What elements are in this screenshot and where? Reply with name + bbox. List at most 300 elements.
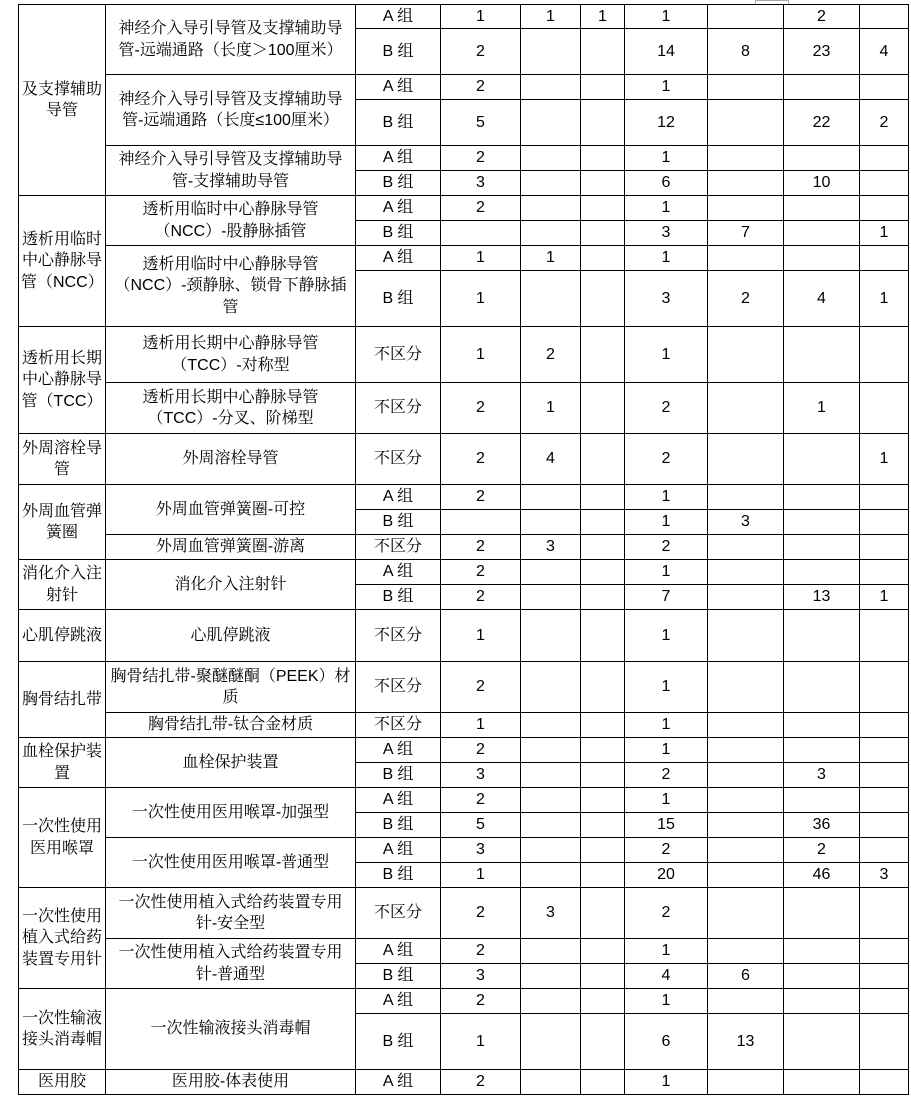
value-cell (521, 989, 581, 1014)
category-cell: 胸骨结扎带 (19, 662, 106, 738)
value-cell (784, 485, 860, 510)
value-cell: 2 (784, 5, 860, 29)
group-cell: B 组 (356, 100, 441, 146)
value-cell (581, 434, 625, 485)
value-cell: 2 (625, 888, 708, 939)
category-cell: 外周溶栓导管 (19, 434, 106, 485)
device-grouping-table (18, 4, 909, 1095)
value-cell (521, 585, 581, 610)
value-cell: 8 (708, 29, 784, 75)
value-cell: 1 (625, 560, 708, 585)
device-table-body (19, 5, 909, 1095)
value-cell (521, 100, 581, 146)
value-cell (581, 610, 625, 662)
value-cell (581, 221, 625, 246)
product-cell: 胸骨结扎带-钛合金材质 (106, 713, 356, 738)
value-cell (708, 888, 784, 939)
value-cell: 3 (441, 171, 521, 196)
value-cell: 1 (625, 662, 708, 713)
value-cell: 1 (625, 246, 708, 271)
value-cell: 1 (521, 383, 581, 434)
group-cell: B 组 (356, 171, 441, 196)
value-cell: 7 (708, 221, 784, 246)
category-cell: 血栓保护装置 (19, 738, 106, 788)
value-cell (860, 510, 909, 535)
value-cell (521, 662, 581, 713)
value-cell (708, 662, 784, 713)
value-cell (860, 171, 909, 196)
value-cell (860, 485, 909, 510)
value-cell: 3 (521, 888, 581, 939)
value-cell: 36 (784, 813, 860, 838)
value-cell (521, 838, 581, 863)
value-cell (784, 560, 860, 585)
value-cell (581, 535, 625, 560)
value-cell: 2 (625, 434, 708, 485)
value-cell (784, 738, 860, 763)
table-row (19, 989, 909, 1014)
product-cell: 医用胶-体表使用 (106, 1070, 356, 1095)
group-cell: 不区分 (356, 610, 441, 662)
table-row (19, 838, 909, 863)
value-cell: 2 (441, 585, 521, 610)
value-cell: 4 (784, 271, 860, 327)
value-cell: 1 (784, 383, 860, 434)
category-cell: 透析用临时中心静脉导管（NCC） (19, 196, 106, 327)
value-cell: 3 (708, 510, 784, 535)
product-cell: 一次性使用植入式给药装置专用针-普通型 (106, 939, 356, 989)
group-cell: A 组 (356, 246, 441, 271)
table-row (19, 327, 909, 383)
value-cell (708, 585, 784, 610)
category-cell: 透析用长期中心静脉导管（TCC） (19, 327, 106, 434)
value-cell (581, 713, 625, 738)
value-cell: 1 (625, 738, 708, 763)
value-cell (860, 738, 909, 763)
group-cell: A 组 (356, 196, 441, 221)
value-cell: 10 (784, 171, 860, 196)
value-cell: 2 (441, 383, 521, 434)
value-cell: 5 (441, 813, 521, 838)
product-cell: 胸骨结扎带-聚醚醚酮（PEEK）材质 (106, 662, 356, 713)
value-cell: 2 (625, 383, 708, 434)
value-cell (581, 813, 625, 838)
value-cell: 12 (625, 100, 708, 146)
category-cell: 一次性使用医用喉罩 (19, 788, 106, 888)
value-cell: 1 (581, 5, 625, 29)
value-cell (784, 610, 860, 662)
product-cell: 神经介入导引导管及支撑辅助导管-远端通路（长度≤100厘米） (106, 75, 356, 146)
value-cell (581, 763, 625, 788)
table-row (19, 5, 909, 29)
product-cell: 一次性输液接头消毒帽 (106, 989, 356, 1070)
group-cell: 不区分 (356, 662, 441, 713)
value-cell: 2 (441, 196, 521, 221)
value-cell (521, 1070, 581, 1095)
value-cell: 2 (441, 662, 521, 713)
value-cell: 14 (625, 29, 708, 75)
value-cell (784, 713, 860, 738)
product-cell: 透析用临时中心静脉导管（NCC）-股静脉插管 (106, 196, 356, 246)
value-cell: 3 (521, 535, 581, 560)
value-cell (860, 888, 909, 939)
table-row (19, 939, 909, 964)
value-cell (784, 196, 860, 221)
product-cell: 心肌停跳液 (106, 610, 356, 662)
value-cell (708, 813, 784, 838)
group-cell: A 组 (356, 485, 441, 510)
value-cell: 3 (625, 271, 708, 327)
value-cell (581, 838, 625, 863)
value-cell: 3 (441, 838, 521, 863)
product-cell: 血栓保护装置 (106, 738, 356, 788)
group-cell: A 组 (356, 939, 441, 964)
value-cell: 1 (625, 196, 708, 221)
value-cell: 13 (708, 1014, 784, 1070)
value-cell (581, 560, 625, 585)
value-cell (441, 221, 521, 246)
value-cell (784, 964, 860, 989)
table-row (19, 196, 909, 221)
value-cell (860, 610, 909, 662)
value-cell: 1 (625, 75, 708, 100)
value-cell (784, 510, 860, 535)
value-cell (521, 146, 581, 171)
value-cell (708, 989, 784, 1014)
value-cell (521, 271, 581, 327)
value-cell (708, 485, 784, 510)
product-cell: 消化介入注射针 (106, 560, 356, 610)
value-cell: 15 (625, 813, 708, 838)
group-cell: A 组 (356, 1070, 441, 1095)
value-cell: 2 (708, 271, 784, 327)
value-cell (708, 838, 784, 863)
value-cell (784, 1014, 860, 1070)
group-cell: B 组 (356, 29, 441, 75)
table-row (19, 246, 909, 271)
value-cell: 1 (625, 5, 708, 29)
value-cell (581, 1014, 625, 1070)
value-cell (860, 5, 909, 29)
value-cell (860, 560, 909, 585)
group-cell: A 组 (356, 788, 441, 813)
value-cell (784, 146, 860, 171)
value-cell: 1 (860, 434, 909, 485)
group-cell: A 组 (356, 560, 441, 585)
value-cell: 7 (625, 585, 708, 610)
group-cell: B 组 (356, 585, 441, 610)
value-cell (581, 964, 625, 989)
value-cell (708, 788, 784, 813)
product-cell: 外周溶栓导管 (106, 434, 356, 485)
value-cell: 6 (625, 1014, 708, 1070)
value-cell: 2 (441, 29, 521, 75)
group-cell: 不区分 (356, 535, 441, 560)
group-cell: 不区分 (356, 434, 441, 485)
value-cell: 1 (625, 989, 708, 1014)
product-cell: 一次性使用植入式给药装置专用针-安全型 (106, 888, 356, 939)
value-cell (581, 171, 625, 196)
value-cell (521, 763, 581, 788)
value-cell: 1 (441, 713, 521, 738)
value-cell (860, 964, 909, 989)
value-cell (441, 510, 521, 535)
value-cell (581, 662, 625, 713)
value-cell: 23 (784, 29, 860, 75)
value-cell (581, 738, 625, 763)
group-cell: 不区分 (356, 713, 441, 738)
table-row (19, 610, 909, 662)
value-cell: 2 (441, 788, 521, 813)
group-cell: B 组 (356, 1014, 441, 1070)
value-cell: 13 (784, 585, 860, 610)
value-cell (708, 327, 784, 383)
value-cell: 2 (625, 535, 708, 560)
value-cell (784, 246, 860, 271)
value-cell (860, 788, 909, 813)
value-cell (784, 221, 860, 246)
value-cell (708, 246, 784, 271)
value-cell: 3 (441, 763, 521, 788)
value-cell (784, 535, 860, 560)
value-cell (581, 246, 625, 271)
value-cell: 1 (441, 610, 521, 662)
value-cell: 3 (625, 221, 708, 246)
value-cell (708, 1070, 784, 1095)
value-cell: 2 (860, 100, 909, 146)
value-cell (860, 146, 909, 171)
value-cell: 2 (441, 1070, 521, 1095)
value-cell (581, 327, 625, 383)
value-cell (521, 610, 581, 662)
group-cell: B 组 (356, 964, 441, 989)
table-row (19, 383, 909, 434)
value-cell: 4 (521, 434, 581, 485)
value-cell (521, 485, 581, 510)
value-cell (521, 171, 581, 196)
table-row (19, 1070, 909, 1095)
value-cell: 1 (441, 271, 521, 327)
value-cell (860, 327, 909, 383)
product-cell: 透析用长期中心静脉导管（TCC）-对称型 (106, 327, 356, 383)
value-cell (521, 221, 581, 246)
table-row (19, 560, 909, 585)
table-row (19, 434, 909, 485)
value-cell (521, 939, 581, 964)
value-cell: 3 (784, 763, 860, 788)
group-cell: 不区分 (356, 888, 441, 939)
value-cell (784, 1070, 860, 1095)
value-cell: 5 (441, 100, 521, 146)
category-cell: 及支撑辅助导管 (19, 5, 106, 196)
value-cell (581, 863, 625, 888)
value-cell: 1 (521, 5, 581, 29)
value-cell (860, 1070, 909, 1095)
product-cell: 一次性使用医用喉罩-普通型 (106, 838, 356, 888)
value-cell (708, 196, 784, 221)
value-cell (521, 510, 581, 535)
value-cell (581, 100, 625, 146)
value-cell: 2 (625, 763, 708, 788)
value-cell: 6 (625, 171, 708, 196)
value-cell (708, 939, 784, 964)
value-cell (581, 383, 625, 434)
table-row (19, 713, 909, 738)
group-cell: B 组 (356, 510, 441, 535)
value-cell (860, 75, 909, 100)
group-cell: A 组 (356, 146, 441, 171)
value-cell (860, 813, 909, 838)
value-cell (708, 738, 784, 763)
value-cell: 2 (441, 888, 521, 939)
table-row (19, 788, 909, 813)
group-cell: B 组 (356, 863, 441, 888)
value-cell (708, 146, 784, 171)
group-cell: A 组 (356, 738, 441, 763)
value-cell (581, 146, 625, 171)
table-row (19, 535, 909, 560)
value-cell (708, 5, 784, 29)
category-cell: 一次性输液接头消毒帽 (19, 989, 106, 1070)
category-cell: 消化介入注射针 (19, 560, 106, 610)
value-cell: 2 (441, 434, 521, 485)
value-cell: 2 (441, 989, 521, 1014)
group-cell: 不区分 (356, 327, 441, 383)
value-cell (860, 838, 909, 863)
device-grouping-table-wrap (18, 4, 909, 1095)
value-cell (860, 763, 909, 788)
value-cell (521, 560, 581, 585)
value-cell (708, 100, 784, 146)
value-cell: 20 (625, 863, 708, 888)
value-cell (860, 196, 909, 221)
value-cell (784, 662, 860, 713)
value-cell: 2 (441, 75, 521, 100)
value-cell: 2 (625, 838, 708, 863)
value-cell: 22 (784, 100, 860, 146)
value-cell (784, 939, 860, 964)
value-cell (784, 989, 860, 1014)
table-row (19, 75, 909, 100)
value-cell (521, 738, 581, 763)
group-cell: A 组 (356, 75, 441, 100)
value-cell: 1 (625, 610, 708, 662)
value-cell (708, 560, 784, 585)
value-cell (860, 383, 909, 434)
category-cell: 外周血管弹簧圈 (19, 485, 106, 560)
value-cell (581, 585, 625, 610)
value-cell: 1 (625, 939, 708, 964)
value-cell: 1 (441, 863, 521, 888)
product-cell: 神经介入导引导管及支撑辅助导管-支撑辅助导管 (106, 146, 356, 196)
value-cell (521, 813, 581, 838)
value-cell (581, 510, 625, 535)
value-cell: 3 (860, 863, 909, 888)
value-cell: 2 (441, 738, 521, 763)
value-cell (784, 75, 860, 100)
value-cell (521, 964, 581, 989)
value-cell (581, 939, 625, 964)
table-row (19, 738, 909, 763)
product-cell: 外周血管弹簧圈-可控 (106, 485, 356, 535)
product-cell: 神经介入导引导管及支撑辅助导管-远端通路（长度＞100厘米） (106, 5, 356, 75)
value-cell (784, 888, 860, 939)
value-cell (860, 989, 909, 1014)
value-cell (581, 1070, 625, 1095)
value-cell (708, 171, 784, 196)
value-cell: 2 (441, 485, 521, 510)
value-cell: 4 (625, 964, 708, 989)
value-cell (521, 29, 581, 75)
value-cell (784, 434, 860, 485)
value-cell (860, 535, 909, 560)
category-cell: 一次性使用植入式给药装置专用针 (19, 888, 106, 989)
value-cell: 2 (521, 327, 581, 383)
value-cell: 1 (625, 327, 708, 383)
value-cell (521, 1014, 581, 1070)
value-cell (581, 29, 625, 75)
value-cell (708, 713, 784, 738)
group-cell: B 组 (356, 763, 441, 788)
value-cell (521, 196, 581, 221)
value-cell (521, 788, 581, 813)
value-cell: 1 (860, 585, 909, 610)
value-cell: 46 (784, 863, 860, 888)
group-cell: B 组 (356, 813, 441, 838)
group-cell: 不区分 (356, 383, 441, 434)
value-cell: 3 (441, 964, 521, 989)
value-cell (708, 434, 784, 485)
value-cell (860, 939, 909, 964)
value-cell: 1 (860, 271, 909, 327)
value-cell: 2 (441, 535, 521, 560)
value-cell (860, 1014, 909, 1070)
value-cell (581, 888, 625, 939)
value-cell (860, 662, 909, 713)
value-cell: 1 (521, 246, 581, 271)
value-cell (581, 196, 625, 221)
value-cell (708, 75, 784, 100)
value-cell (581, 989, 625, 1014)
value-cell (521, 75, 581, 100)
value-cell: 1 (860, 221, 909, 246)
value-cell (521, 863, 581, 888)
category-cell: 医用胶 (19, 1070, 106, 1095)
category-cell: 心肌停跳液 (19, 610, 106, 662)
product-cell: 一次性使用医用喉罩-加强型 (106, 788, 356, 838)
value-cell (581, 271, 625, 327)
value-cell (521, 713, 581, 738)
value-cell: 4 (860, 29, 909, 75)
group-cell: B 组 (356, 221, 441, 246)
product-cell: 外周血管弹簧圈-游离 (106, 535, 356, 560)
value-cell: 2 (441, 560, 521, 585)
value-cell: 1 (625, 510, 708, 535)
group-cell: A 组 (356, 838, 441, 863)
value-cell: 1 (441, 5, 521, 29)
table-row (19, 485, 909, 510)
value-cell: 2 (784, 838, 860, 863)
group-cell: A 组 (356, 5, 441, 29)
value-cell (581, 485, 625, 510)
group-cell: B 组 (356, 271, 441, 327)
value-cell: 2 (441, 939, 521, 964)
value-cell (708, 383, 784, 434)
group-cell: A 组 (356, 989, 441, 1014)
value-cell (581, 75, 625, 100)
value-cell: 1 (625, 485, 708, 510)
value-cell (708, 763, 784, 788)
